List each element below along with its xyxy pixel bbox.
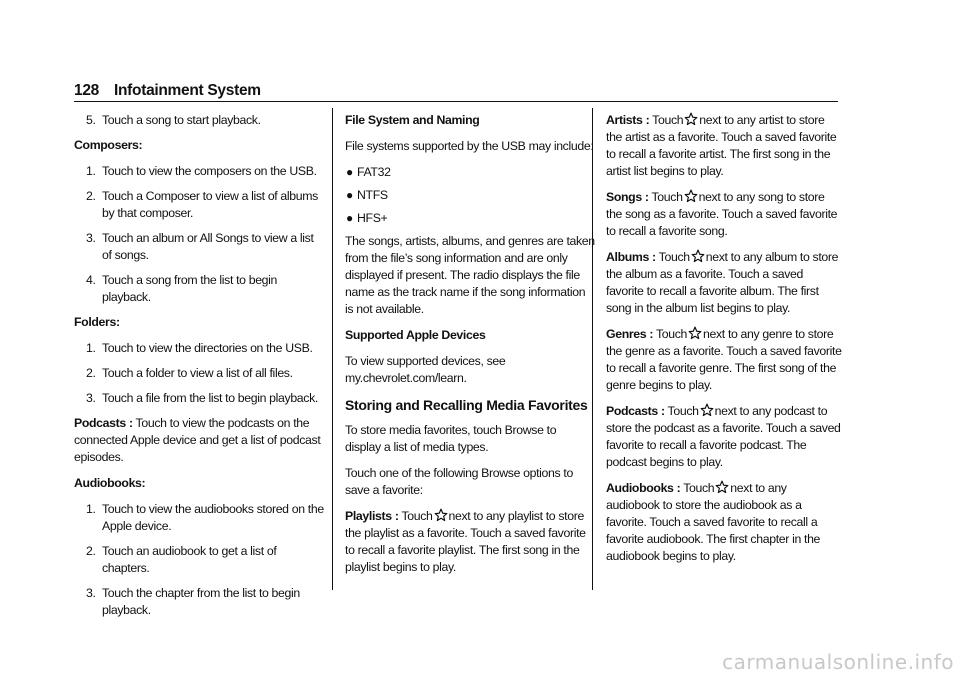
apple-devices-text: To view supported devices, see my.chevrolet.com/learn.	[345, 354, 506, 385]
star-outline-icon	[691, 249, 705, 263]
list-item: ● HFS+	[346, 211, 388, 225]
favorites-intro: To store media favorites, touch Browse to display a list of media types.	[345, 423, 557, 454]
podcasts-paragraph: Podcasts : Touch to view the podcasts on the connected Apple device and get a list of podcast episodes.	[74, 416, 321, 464]
favorites-heading: Storing and Recalling Media Favorites	[345, 397, 588, 413]
column-divider-1	[332, 108, 333, 590]
step-item: 4. Touch a song from the list to begin playback.	[86, 273, 278, 304]
step-item: 1. Touch to view the directories on the USB.	[86, 341, 313, 355]
step-item: 3. Touch a file from the list to begin playback.	[86, 391, 318, 405]
list-item: ● FAT32	[346, 165, 391, 179]
podcasts-paragraph: Podcasts : Touch next to any podcast to store the podcast as a favorite. Touch a saved favorite to recall a favorite podcast. The podcast begins to play.	[606, 404, 841, 469]
star-outline-icon	[434, 508, 448, 522]
audiobooks-paragraph: Audiobooks : Touch next to any audiobook to store the audiobook as a favorite. Touch a saved favorite to recall a favorite audiobook. The first chapter in the audiobook begins to play.	[606, 481, 821, 563]
step-item: 1. Touch to view the audiobooks stored on the Apple device.	[86, 502, 324, 533]
star-outline-icon	[688, 326, 702, 340]
bullet-icon: ●	[346, 211, 353, 225]
audiobooks-heading: Audiobooks:	[74, 476, 146, 490]
bullet-icon: ●	[346, 165, 353, 179]
step-item: 2. Touch a folder to view a list of all files.	[86, 366, 293, 380]
header-rule	[74, 101, 838, 102]
list-item: ● NTFS	[346, 188, 388, 202]
section-title: Infotainment System	[114, 82, 261, 99]
star-outline-icon	[715, 480, 729, 494]
genres-paragraph: Genres : Touch next to any genre to store the genre as a favorite. Touch a saved favorite to recall a favorite genre. The first song of the genre begins to play.	[606, 327, 842, 392]
column-1	[74, 112, 324, 627]
albums-paragraph: Albums : Touch next to any album to store the album as a favorite. Touch a saved favorite to recall a favorite album. The first song in the album list begins to play.	[606, 250, 839, 315]
file-system-paragraph: The songs, artists, albums, and genres are taken from the file’s song information and are only displayed if present. The radio displays the file name as the track name if the song information is not available.	[345, 234, 595, 316]
composers-heading: Composers:	[74, 138, 143, 152]
step-item: 2. Touch an audiobook to get a list of chapters.	[86, 544, 277, 575]
step-item: 5. Touch a song to start playback.	[86, 113, 261, 127]
column-3	[606, 112, 842, 574]
artists-paragraph: Artists : Touch next to any artist to store the artist as a favorite. Touch a saved favorite to recall a favorite artist. The first song in the artist list begins to play.	[606, 113, 837, 178]
step-item: 1. Touch to view the composers on the USB.	[86, 164, 317, 178]
playlists-paragraph: Playlists : Touch next to any playlist to store the playlist as a favorite. Touch a saved favorite to recall a favorite playlist. The first song in the playlist begins to play.	[345, 509, 586, 574]
star-outline-icon	[684, 112, 698, 126]
step-item: 3. Touch the chapter from the list to begin playback.	[86, 586, 300, 617]
star-outline-icon	[700, 403, 714, 417]
column-2	[345, 112, 595, 585]
songs-paragraph: Songs : Touch next to any song to store the song as a favorite. Touch a saved favorite to recall a favorite song.	[606, 190, 838, 238]
star-outline-icon	[684, 189, 698, 203]
folders-heading: Folders:	[74, 315, 120, 329]
step-item: 3. Touch an album or All Songs to view a list of songs.	[86, 231, 314, 262]
favorites-intro-2: Touch one of the following Browse options to save a favorite:	[345, 466, 573, 497]
page-number: 128	[74, 82, 99, 99]
bullet-icon: ●	[346, 188, 353, 202]
apple-devices-heading: Supported Apple Devices	[345, 328, 486, 342]
step-item: 2. Touch a Composer to view a list of albums by that composer.	[86, 189, 318, 220]
watermark: carmanualsonline.info	[722, 650, 954, 674]
file-system-heading: File System and Naming	[345, 113, 480, 127]
file-system-intro: File systems supported by the USB may include:	[345, 139, 594, 153]
